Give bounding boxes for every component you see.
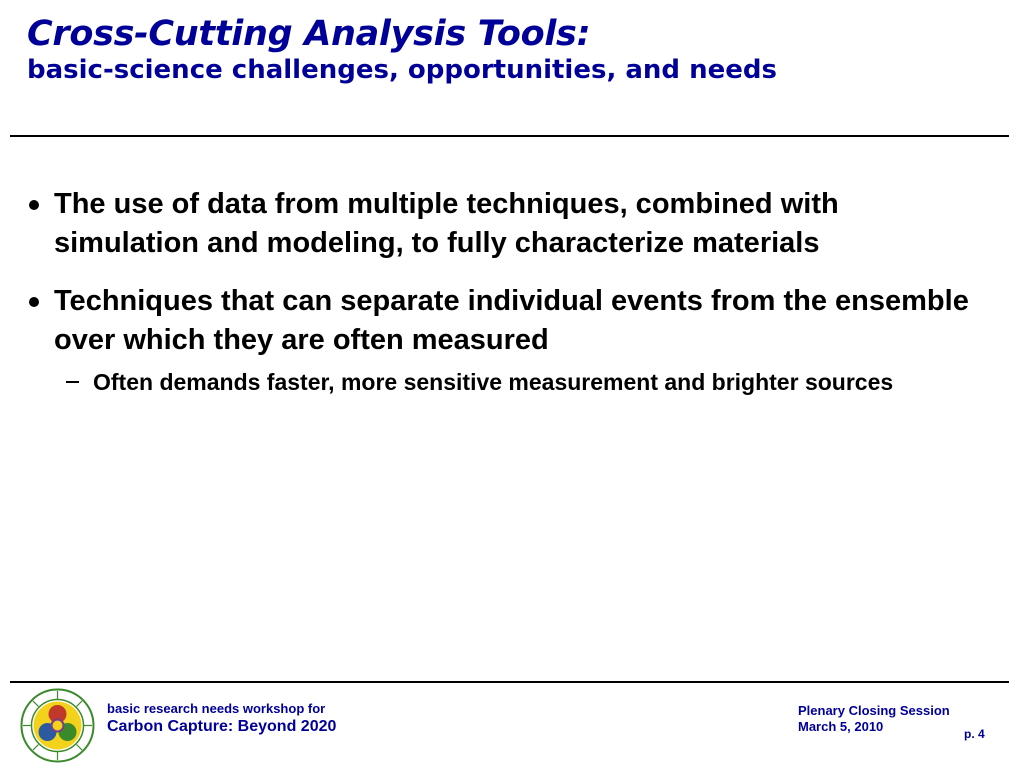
footer-workshop-info: [107, 700, 336, 737]
slide-body: [28, 185, 988, 399]
footer-session-date: March 5, 2010: [798, 719, 884, 734]
bullet-text: The use of data from multiple techniques, combined with simulation and modeling, to fully characterize materials: [54, 188, 839, 259]
bullet-item: [28, 185, 988, 263]
office-of-basic-energy-sciences-seal-icon: [20, 688, 95, 763]
seal-graphic: [20, 688, 95, 763]
bullet-dot-icon: [29, 297, 39, 307]
footer-session-info: [798, 703, 950, 735]
footer-divider: [10, 681, 1009, 683]
footer-session-name: Plenary Closing Session: [798, 703, 950, 718]
bullet-dot-icon: [29, 200, 39, 210]
slide-subtitle: basic-science challenges, opportunities, and needs: [27, 55, 777, 85]
sub-bullet-text: Often demands faster, more sensitive measurement and brighter sources: [93, 369, 894, 395]
title-divider: [10, 135, 1009, 137]
footer-workshop-line: basic research needs workshop for: [107, 701, 326, 716]
slide-title: Cross-Cutting Analysis Tools:: [27, 14, 591, 54]
page-number: p. 4: [964, 727, 985, 741]
sub-bullet-item: [28, 365, 973, 399]
bullet-text: Techniques that can separate individual events from the ensemble over which they are often measured: [54, 285, 969, 356]
footer-workshop-title: Carbon Capture: Beyond 2020: [107, 718, 337, 735]
slide-title-block: [27, 14, 987, 87]
sub-bullet-dash-icon: [66, 381, 79, 383]
bullet-item: [28, 282, 988, 360]
